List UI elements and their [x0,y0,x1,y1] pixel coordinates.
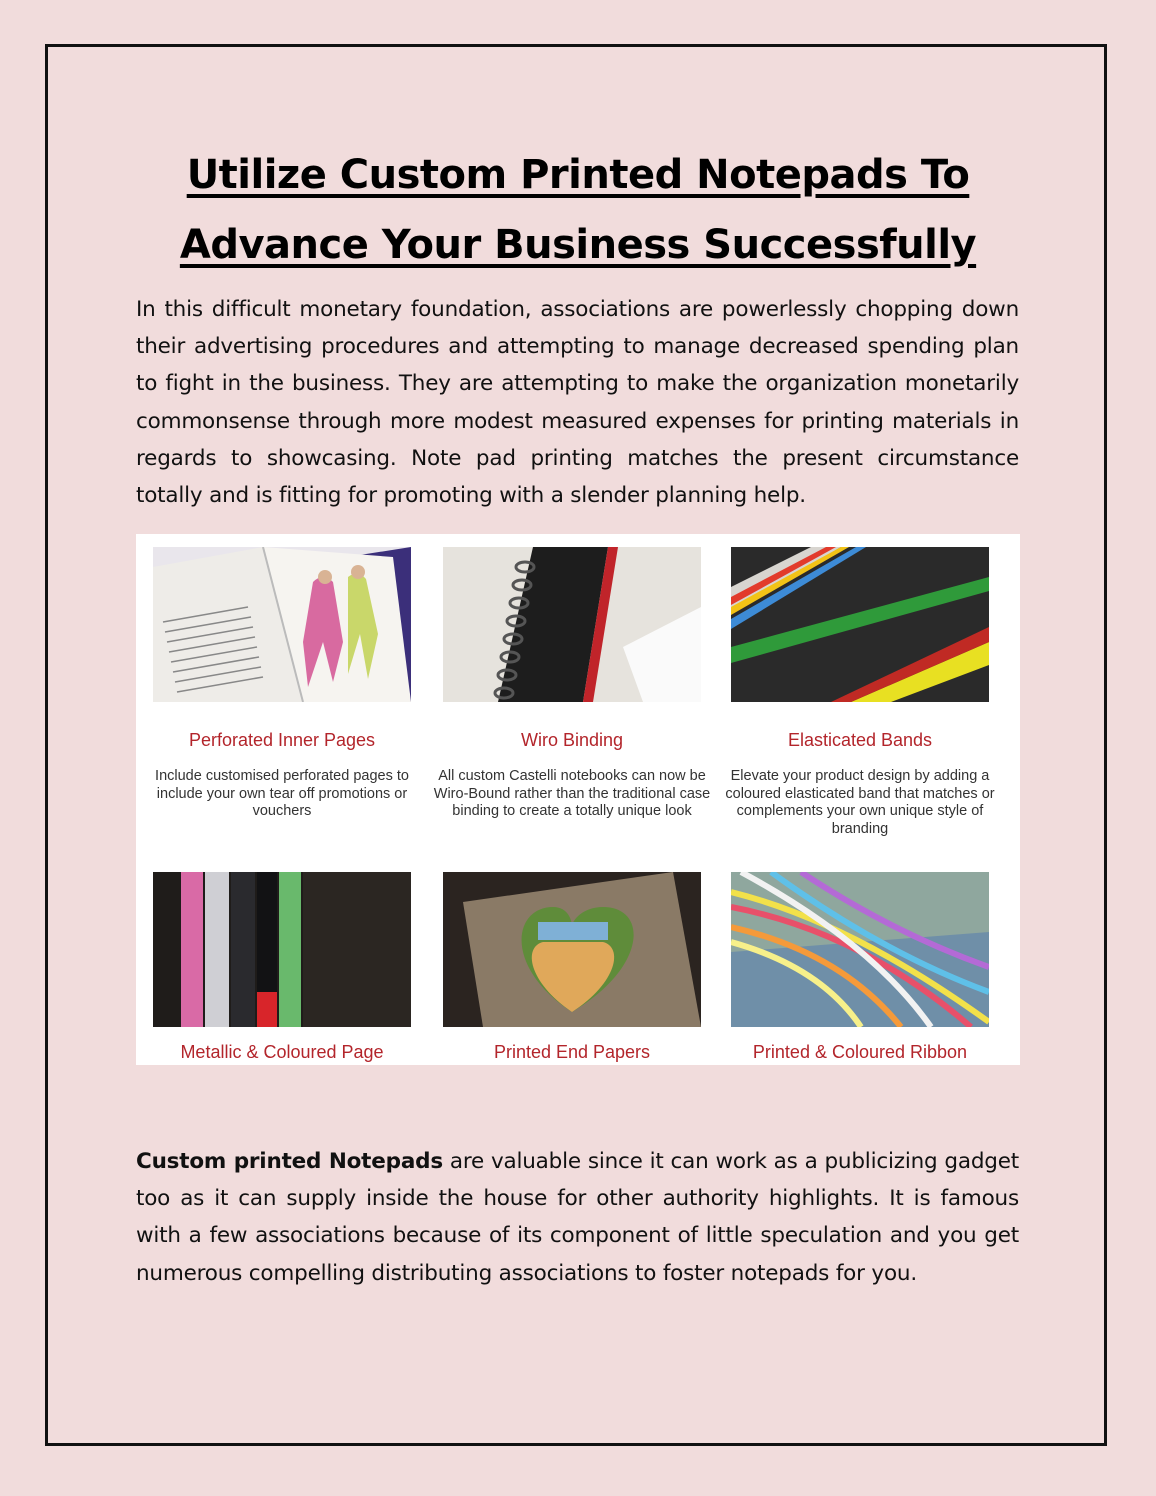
feature-label: Wiro Binding [520,730,624,750]
features-panel [136,534,1020,1065]
closing-text: are valuable since it can work as a publicizing gadget too as it can supply inside the house for other authority highlights. It is famous with a few associations because of its component of little speculation and you get numerous compelling distributing associations to foster notepads for you. [136,1149,1019,1286]
feature-label: Metallic & Coloured Page [180,1042,384,1062]
title-line-2: Advance Your Business Successfully [179,222,977,268]
feature-label: Perforated Inner Pages [188,730,376,750]
metallic-pages-photo [153,872,411,1027]
feature-description: Include customised perforated pages to include your own tear off promotions or vouchers [155,768,409,819]
feature-label: Printed & Coloured Ribbon [752,1042,968,1062]
title-line-1: Utilize Custom Printed Notepads To [186,152,970,198]
intro-paragraph: In this difficult monetary foundation, associations are powerlessly chopping down their advertising procedures and attempting to manage decreased spending plan to fight in the business. They are attempting to make the organization monetarily commonsense through more modest measured expenses for printing materials in regards to showcasing. Note pad printing matches the present circumstance totally and is fitting for promoting with a slender planning help. [136,297,1019,509]
feature-description: Elevate your product design by adding a coloured elasticated band that matches or complements your own unique style of branding [725,768,995,837]
feature-label: Elasticated Bands [787,730,933,750]
feature-description: All custom Castelli notebooks can now be Wiro-Bound rather than the traditional case binding to create a totally unique look [433,768,711,819]
ribbons-photo [731,872,989,1027]
closing-bold-term: Custom printed Notepads [136,1149,443,1174]
elastic-bands-photo [731,547,989,702]
page-title [0,140,1156,280]
perforated-pages-photo [153,547,411,702]
feature-label: Printed End Papers [493,1042,651,1062]
wiro-binding-photo [443,547,701,702]
end-papers-photo [443,872,701,1027]
closing-paragraph [136,1143,1019,1292]
